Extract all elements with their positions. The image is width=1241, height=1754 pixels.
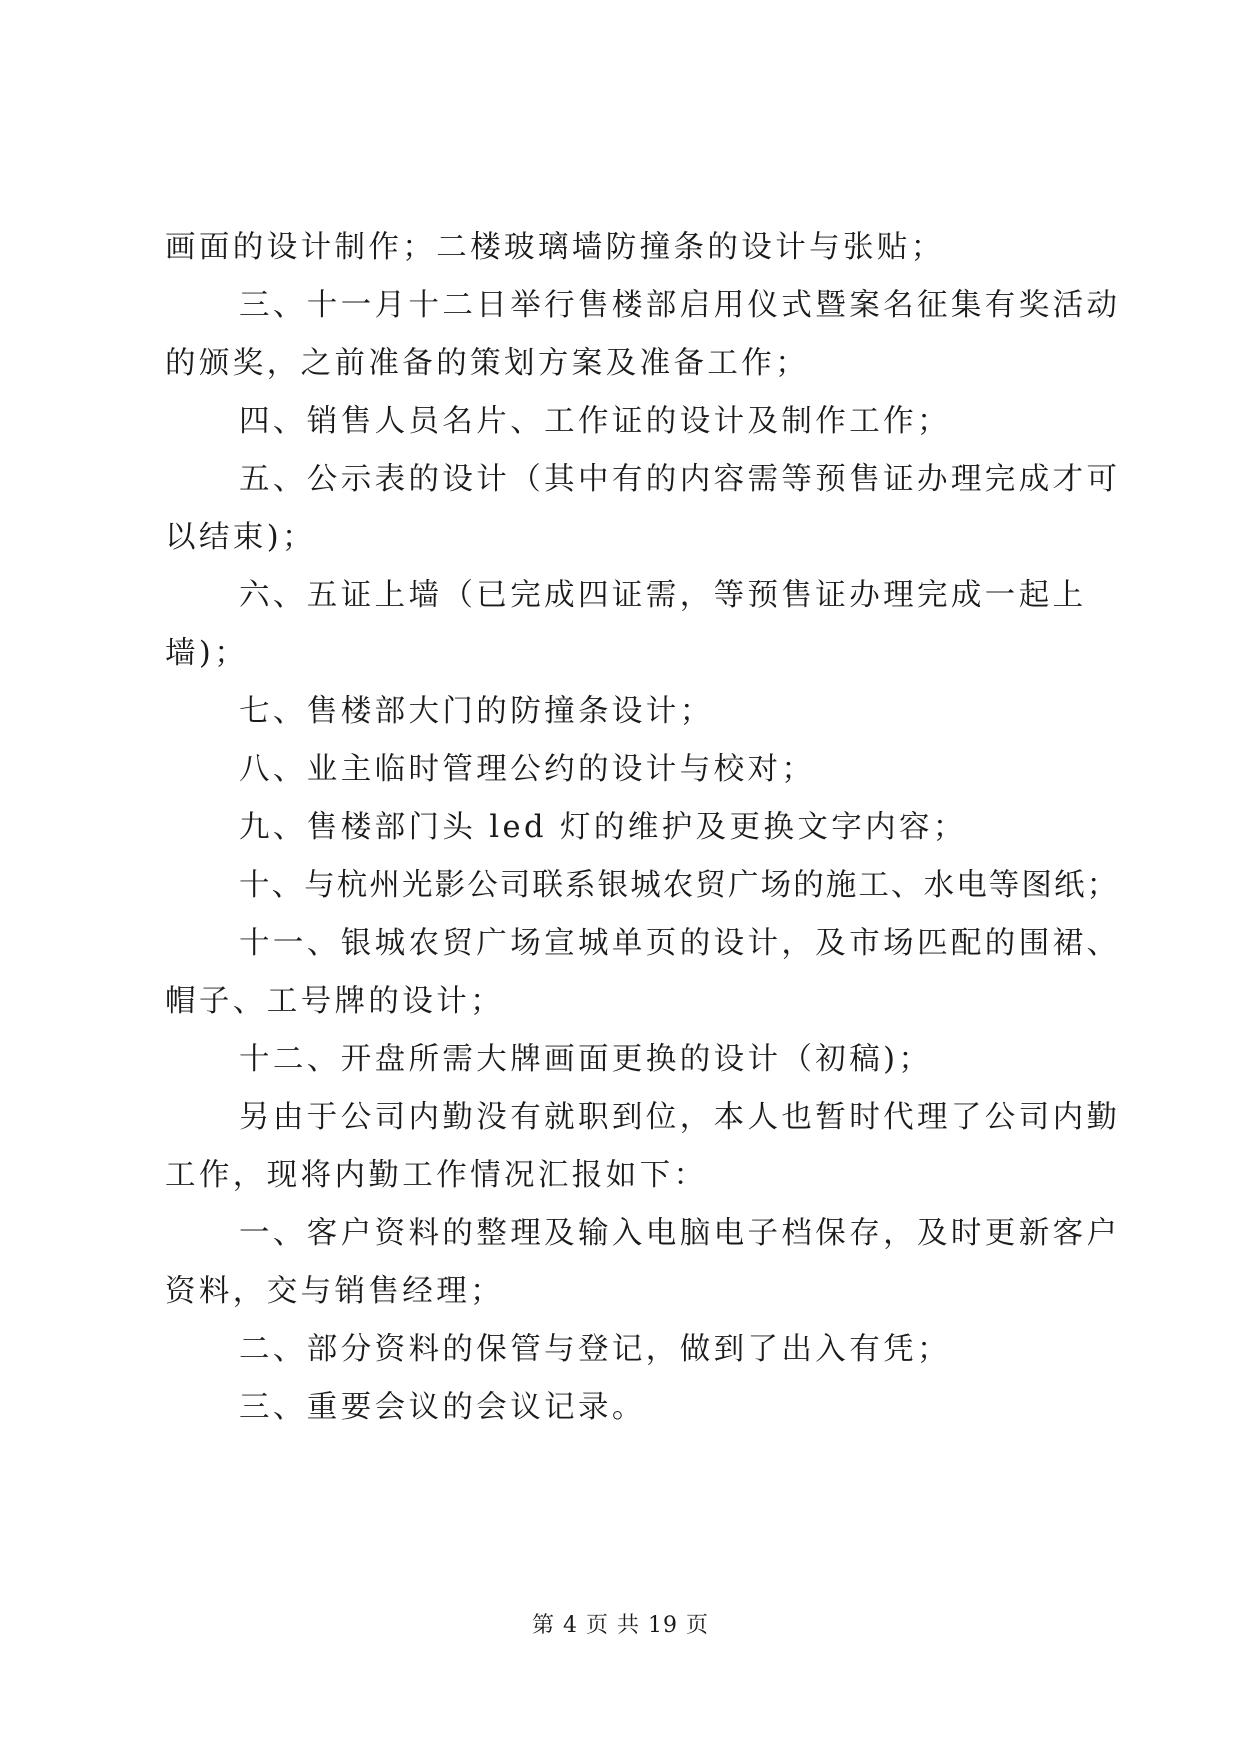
text-line: 画面的设计制作；二楼玻璃墙防撞条的设计与张贴； [165, 230, 945, 265]
text-line: 的颁奖，之前准备的策划方案及准备工作； [165, 346, 810, 381]
text-line: 一、客户资料的整理及输入电脑电子档保存，及时更新客户 [239, 1216, 1121, 1251]
text-line: 十一、银城农贸广场宣城单页的设计，及市场匹配的围裙、 [239, 926, 1121, 961]
text-line: 墙)； [165, 636, 249, 671]
text-line: 三、重要会议的会议记录。 [239, 1390, 646, 1425]
text-line: 以结束)； [165, 520, 316, 555]
text-line: 六、五证上墙（已完成四证需，等预售证办理完成一起上 [239, 578, 1087, 613]
text-line: 工作，现将内勤工作情况汇报如下： [165, 1158, 708, 1193]
text-line: 四、销售人员名片、工作证的设计及制作工作； [239, 404, 951, 439]
page-number-footer: 第 4 页 共 19 页 [532, 1613, 709, 1638]
text-line: 十、与杭州光影公司联系银城农贸广场的施工、水电等图纸； [239, 868, 1120, 903]
text-line: 帽子、工号牌的设计； [165, 984, 504, 1019]
text-line: 十二、开盘所需大牌画面更换的设计（初稿)； [239, 1042, 933, 1077]
text-line: 资料，交与销售经理； [165, 1274, 504, 1309]
text-line: 三、十一月十二日举行售楼部启用仪式暨案名征集有奖活动 [239, 288, 1121, 323]
text-line: 八、业主临时管理公约的设计与校对； [239, 752, 816, 787]
text-line: 七、售楼部大门的防撞条设计； [239, 694, 714, 729]
text-line: 二、部分资料的保管与登记，做到了出入有凭； [239, 1332, 951, 1367]
text-line: 五、公示表的设计（其中有的内容需等预售证办理完成才可 [239, 462, 1121, 497]
text-line: 另由于公司内勤没有就职到位，本人也暂时代理了公司内勤 [239, 1100, 1121, 1135]
text-line: 九、售楼部门头 led 灯的维护及更换文字内容； [239, 810, 967, 845]
